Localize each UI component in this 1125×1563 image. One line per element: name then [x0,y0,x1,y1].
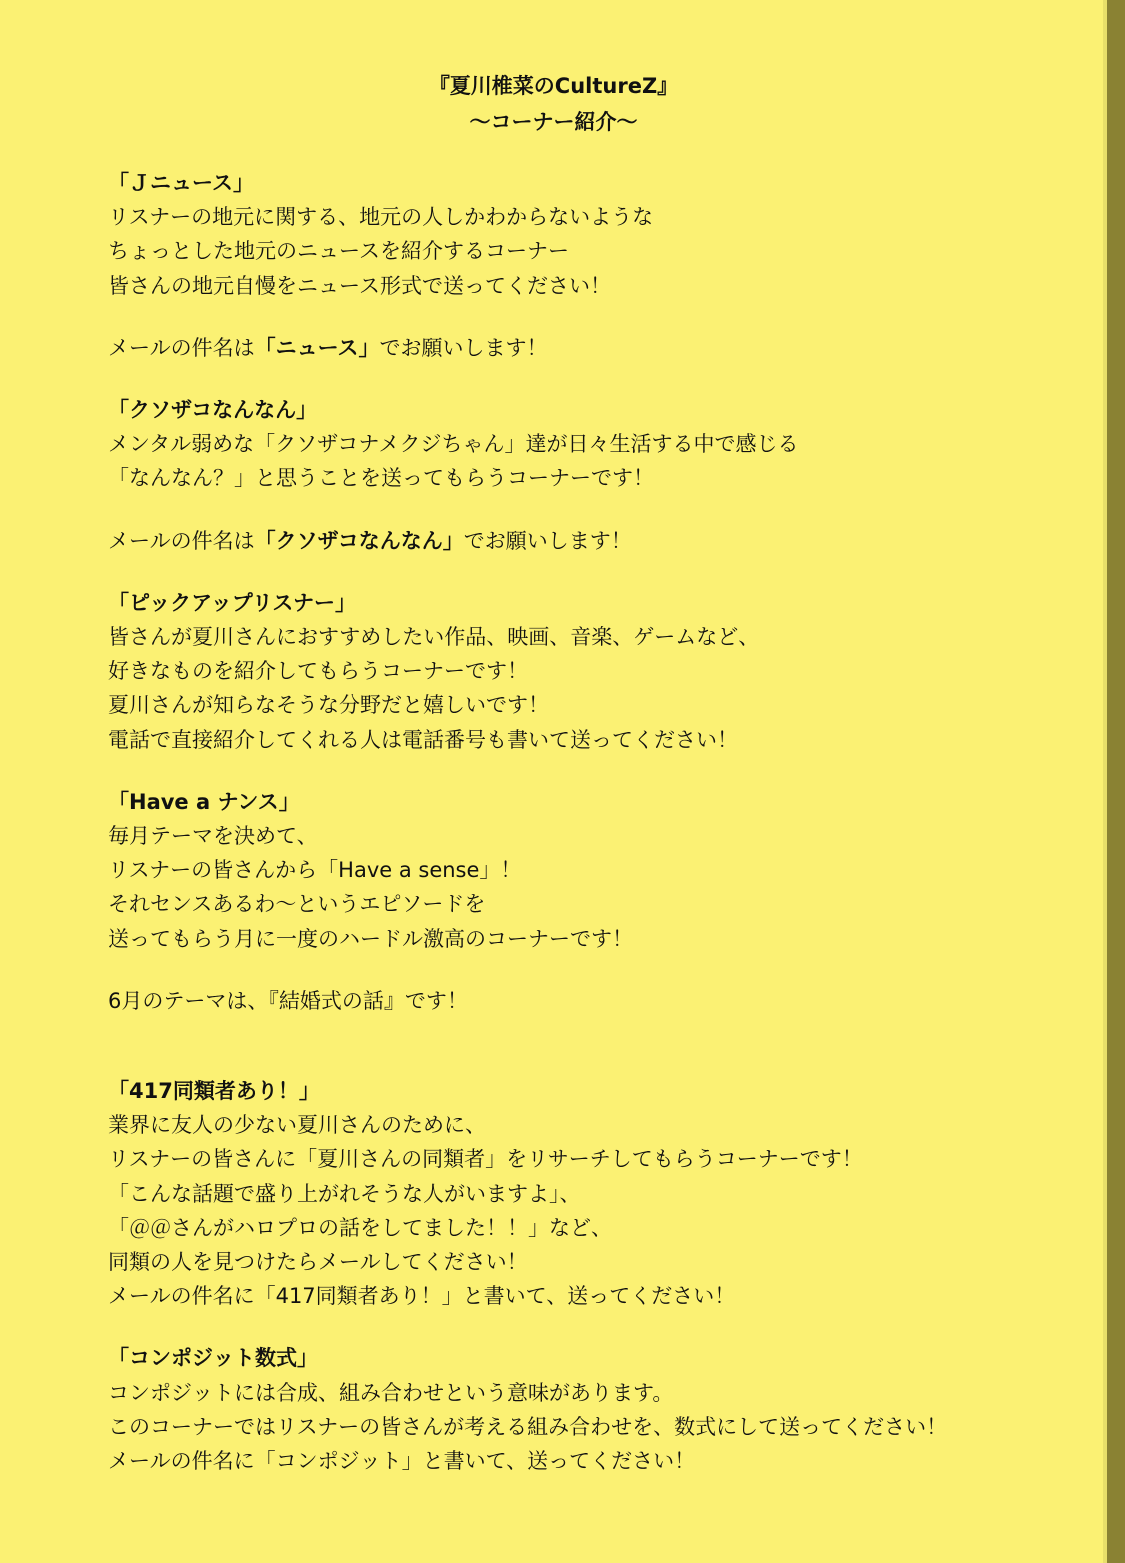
section-line: 好きなものを紹介してもらうコーナーです！ [108,659,528,684]
section-line: ちょっとした地元のニュースを紹介するコーナー [108,239,569,264]
mail-subject-prefix: メールの件名は [108,528,255,553]
section-line: 業界に友人の少ない夏川さんのために、 [108,1113,486,1138]
section-line: 皆さんの地元自慢をニュース形式で送ってください！ [108,273,611,298]
section-line: リスナーの皆さんから「Have a sense」！ [108,858,522,883]
document-subtitle: 〜コーナー紹介〜 [469,110,638,134]
section-pickup-listener [108,586,1068,757]
section-heading: 「417同類者あり！」 [108,1079,320,1104]
section-line: 「なんなん？」と思うことを送ってもらうコーナーです！ [108,466,654,491]
section-line: コンポジットには合成、組み合わせという意味があります。 [108,1380,674,1405]
section-line: 「＠＠さんがハロプロの話をしてました！！」など、 [108,1215,612,1240]
mail-subject-line [108,524,1068,558]
section-kusozako-nannan [108,393,1068,558]
section-line: 送ってもらう月に一度のハードル激高のコーナーです！ [108,926,633,951]
section-j-news [108,166,1068,365]
section-line: 夏川さんが知らなそうな分野だと嬉しいです！ [108,693,549,718]
mail-subject-prefix: メールの件名は [108,335,255,360]
section-heading: 「ピックアップリスナー」 [108,590,357,615]
section-line: それセンスあるわ〜というエピソードを [108,892,486,917]
page-edge-bar [1107,0,1125,1563]
section-line: 電話で直接紹介してくれる人は電話番号も書いて送ってください！ [108,727,738,752]
section-417-doruisha [108,1074,1068,1313]
section-line: メールの件名に「コンポジット」と書いて、送ってください！ [108,1449,696,1474]
monthly-theme-note: 6月のテーマは、『結婚式の話』です！ [108,988,468,1013]
mail-subject-suffix: でお願いします！ [379,335,548,360]
document-body [108,166,1068,1478]
section-line: このコーナーではリスナーの皆さんが考える組み合わせを、数式にして送ってください！ [108,1414,948,1439]
section-line: メンタル弱めな「クソザコナメクジちゃん」達が日々生活する中で感じる [108,432,799,457]
mail-subject-suffix: でお願いします！ [463,528,632,553]
section-line: 「こんな話題で盛り上がれそうな人がいますよ」、 [108,1181,581,1206]
section-heading: 「Have a ナンス」 [108,789,300,814]
document-header [0,68,1107,140]
section-heading: 「クソザコなんなん」 [108,398,318,423]
section-line: 同類の人を見つけたらメールしてください！ [108,1250,528,1275]
section-have-a-nansu [108,785,1068,1018]
section-line: 毎月テーマを決めて、 [108,824,318,849]
mail-subject-line [108,331,1068,365]
section-line: メールの件名に「417同類者あり！」と書いて、送ってください！ [108,1284,736,1309]
mail-subject-keyword: 「ニュース」 [254,335,380,360]
section-line: 皆さんが夏川さんにおすすめしたい作品、映画、音楽、ゲームなど、 [108,625,760,650]
section-heading: 「Ｊニュース」 [108,171,254,195]
section-line: リスナーの地元に関する、地元の人しかわからないような [108,205,654,230]
section-heading: 「コンポジット数式」 [108,1346,318,1371]
section-line: リスナーの皆さんに「夏川さんの同類者」をリサーチしてもらうコーナーです！ [108,1147,863,1172]
document-title: 『夏川椎菜のCultureZ』 [428,74,679,98]
section-composite-formula [108,1341,1068,1478]
mail-subject-keyword: 「クソザコなんなん」 [254,528,464,553]
